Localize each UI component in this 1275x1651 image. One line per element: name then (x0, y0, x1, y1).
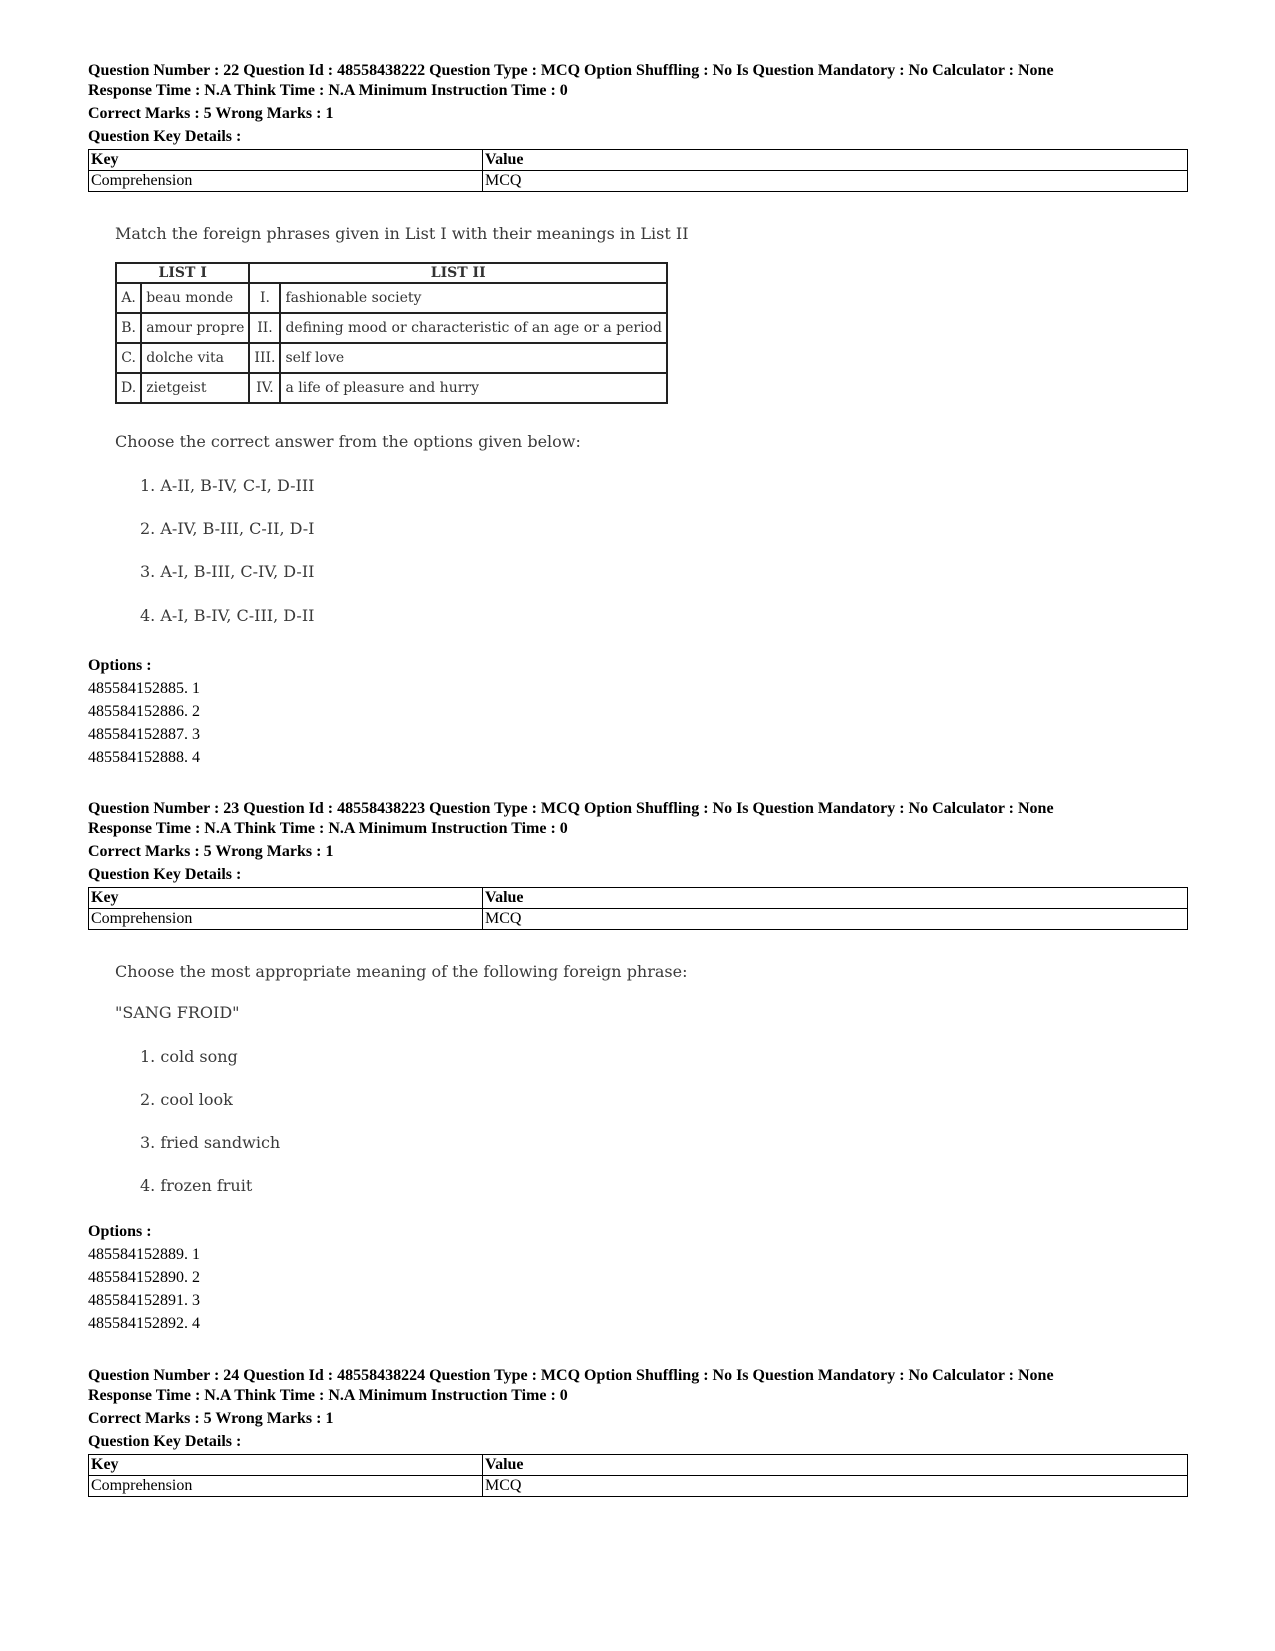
header-line-2: Response Time : N.A Think Time : N.A Minimum Instruction Time : 0 (88, 1386, 568, 1404)
option-id: 485584152891. 3 (88, 1292, 200, 1309)
header-line-1: Question Number : 23 Question Id : 48558438223 Question Type : MCQ Option Shuffling : No Is Question Mandatory : No Calculator : None (88, 800, 1054, 817)
row-phrase: beau monde (141, 283, 249, 313)
key-details-label: Question Key Details : (88, 128, 242, 145)
row-meaning: fashionable society (280, 283, 666, 313)
question-23 (88, 799, 1188, 930)
header-line-1: Question Number : 24 Question Id : 48558438224 Question Type : MCQ Option Shuffling : No Is Question Mandatory : No Calculator : None (88, 1367, 1054, 1384)
choice-2: 2. A-IV, B-III, C-II, D-I (140, 519, 315, 538)
row-letter: A. (116, 283, 141, 313)
question-24 (88, 1366, 1188, 1497)
match-table (115, 262, 668, 404)
value-cell: MCQ (483, 171, 1188, 192)
question-instruction: Match the foreign phrases given in List I with their meanings in List II (115, 224, 689, 243)
key-header: Key (89, 888, 483, 909)
match-row (116, 313, 667, 343)
header-line-1: Question Number : 22 Question Id : 48558438222 Question Type : MCQ Option Shuffling : No Is Question Mandatory : No Calculator : None (88, 62, 1054, 79)
options-label: Options : (88, 657, 152, 674)
key-value-table (88, 149, 1188, 192)
option-id: 485584152888. 4 (88, 749, 200, 766)
choice-4: 4. A-I, B-IV, C-III, D-II (140, 606, 315, 625)
marks-line: Correct Marks : 5 Wrong Marks : 1 (88, 105, 334, 122)
list2-header: LIST II (249, 263, 667, 283)
question-image (115, 220, 715, 640)
options-block (88, 655, 1188, 769)
question-header (88, 1366, 1188, 1405)
match-row (116, 283, 667, 313)
option-id: 485584152885. 1 (88, 680, 200, 697)
row-phrase: amour propre (141, 313, 249, 343)
match-row (116, 373, 667, 403)
row-meaning: defining mood or characteristic of an age or a period (280, 313, 666, 343)
choose-instruction: Choose the correct answer from the options given below: (115, 432, 581, 451)
options-block (88, 1221, 1188, 1335)
table-row (89, 909, 1188, 930)
row-letter: C. (116, 343, 141, 373)
header-line-2: Response Time : N.A Think Time : N.A Minimum Instruction Time : 0 (88, 81, 568, 99)
value-header: Value (483, 888, 1188, 909)
question-header (88, 799, 1188, 838)
option-id: 485584152886. 2 (88, 703, 200, 720)
key-header: Key (89, 1455, 483, 1476)
list1-header: LIST I (116, 263, 249, 283)
row-letter: D. (116, 373, 141, 403)
row-meaning: a life of pleasure and hurry (280, 373, 666, 403)
question-22 (88, 61, 1188, 192)
row-letter: B. (116, 313, 141, 343)
key-cell: Comprehension (89, 1476, 483, 1497)
match-row (116, 343, 667, 373)
row-numeral: II. (249, 313, 280, 343)
choice-4: 4. frozen fruit (140, 1176, 253, 1195)
marks-line: Correct Marks : 5 Wrong Marks : 1 (88, 843, 334, 860)
row-phrase: zietgeist (141, 373, 249, 403)
option-id: 485584152887. 3 (88, 726, 200, 743)
key-value-table (88, 1454, 1188, 1497)
key-details-label: Question Key Details : (88, 866, 242, 883)
question-header (88, 61, 1188, 100)
table-row (89, 1476, 1188, 1497)
choice-3: 3. A-I, B-III, C-IV, D-II (140, 562, 315, 581)
row-numeral: III. (249, 343, 280, 373)
table-header-row (89, 150, 1188, 171)
option-id: 485584152890. 2 (88, 1269, 200, 1286)
choice-1: 1. A-II, B-IV, C-I, D-III (140, 476, 315, 495)
key-value-table (88, 887, 1188, 930)
foreign-phrase: "SANG FROID" (115, 1003, 240, 1022)
row-numeral: IV. (249, 373, 280, 403)
key-details-label: Question Key Details : (88, 1433, 242, 1450)
key-cell: Comprehension (89, 171, 483, 192)
marks-line: Correct Marks : 5 Wrong Marks : 1 (88, 1410, 334, 1427)
options-label: Options : (88, 1223, 152, 1240)
header-line-2: Response Time : N.A Think Time : N.A Minimum Instruction Time : 0 (88, 819, 568, 837)
choice-1: 1. cold song (140, 1047, 238, 1066)
option-id: 485584152889. 1 (88, 1246, 200, 1263)
question-instruction: Choose the most appropriate meaning of the following foreign phrase: (115, 962, 688, 981)
question-image (115, 960, 715, 1200)
table-header-row (89, 888, 1188, 909)
option-id: 485584152892. 4 (88, 1315, 200, 1332)
match-table-header (116, 263, 667, 283)
key-header: Key (89, 150, 483, 171)
value-cell: MCQ (483, 909, 1188, 930)
value-header: Value (483, 150, 1188, 171)
table-row (89, 171, 1188, 192)
choice-3: 3. fried sandwich (140, 1133, 281, 1152)
key-cell: Comprehension (89, 909, 483, 930)
choice-2: 2. cool look (140, 1090, 233, 1109)
value-cell: MCQ (483, 1476, 1188, 1497)
row-numeral: I. (249, 283, 280, 313)
table-header-row (89, 1455, 1188, 1476)
value-header: Value (483, 1455, 1188, 1476)
row-meaning: self love (280, 343, 666, 373)
row-phrase: dolche vita (141, 343, 249, 373)
